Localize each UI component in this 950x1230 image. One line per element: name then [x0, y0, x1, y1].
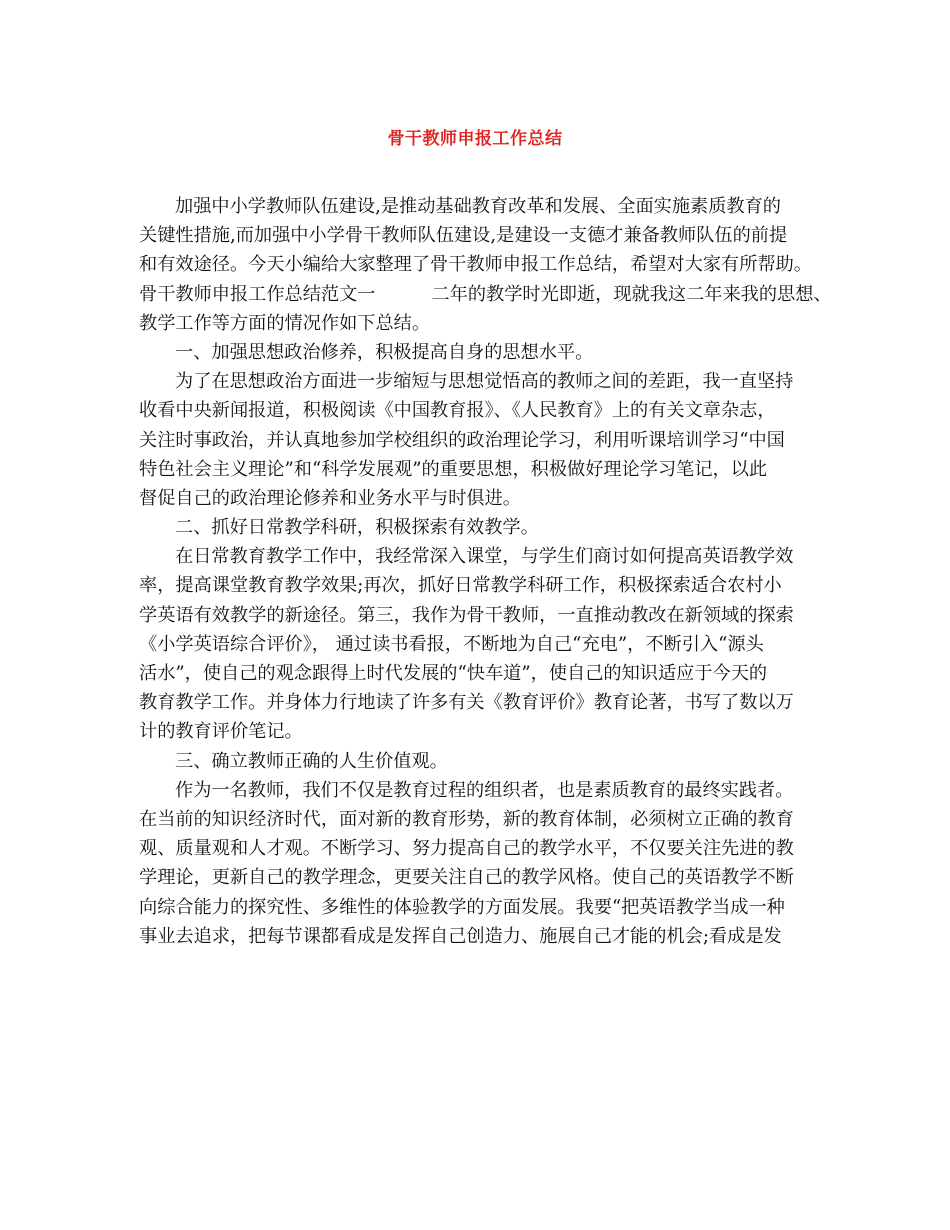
paragraph-line: 教学工作等方面的情况作如下总结。: [139, 312, 431, 334]
paragraph-line: 学理论，更新自己的教学理念，更要关注自己的教学风格。使自己的英语教学不断: [139, 867, 794, 889]
paragraph-line: 关注时事政治，并认真地参加学校组织的政治理论学习，利用听课培训学习“中国: [139, 429, 785, 451]
paragraph-line: 督促自己的政治理论修养和业务水平与时俱进。: [139, 487, 521, 509]
document-body: [139, 192, 832, 951]
paragraph-line: [139, 280, 832, 309]
paragraph-line: 事业去追求，把每节课都看成是发挥自己创造力、施展自己才能的机会;看成是发: [139, 925, 782, 947]
paragraph-line: 作为一名教师，我们不仅是教育过程的组织者，也是素质教育的最终实践者。: [175, 779, 794, 801]
paragraph-line: 率，提高课堂教育教学效果;再次，抓好日常教学科研工作，积极探索适合农村小: [139, 575, 782, 597]
paragraph-line: 《小学英语综合评价》， 通过读书看报，不断地为自己“充电”，不断引入“源头: [139, 633, 764, 655]
paragraph-line: 教育教学工作。并身体力行地读了许多有关《教育评价》教育论著，书写了数以万: [139, 692, 794, 714]
paragraph-line: 学英语有效教学的新途径。第三，我作为骨干教师，一直推动教改在新领域的探索: [139, 604, 794, 626]
paragraph-line: 在日常教育教学工作中，我经常深入课堂，与学生们商讨如何提高英语教学效: [175, 546, 794, 568]
paragraph-line: 观、质量观和人才观。不断学习、努力提高自己的教学水平，不仅要关注先进的教: [139, 838, 794, 860]
paragraph-line: 在当前的知识经济时代，面对新的教育形势，新的教育体制，必须树立正确的教育: [139, 808, 794, 830]
paragraph-line: 特色社会主义理论”和“科学发展观”的重要思想，积极做好理论学习笔记，以此: [139, 458, 768, 480]
section-heading-sample-one: 骨干教师申报工作总结范文一: [139, 283, 376, 305]
paragraph-line: 向综合能力的探究性、多维性的体验教学的方面发展。我要“把英语教学当成一种: [139, 896, 785, 918]
paragraph-line: 为了在思想政治方面进一步缩短与思想觉悟高的教师之间的差距，我一直坚持: [175, 371, 794, 393]
paragraph-line: 活水”，使自己的观念跟得上时代发展的“快车道”，使自己的知识适应于今天的: [139, 663, 768, 684]
section-heading: 三、确立教师正确的人生价值观。: [175, 750, 448, 772]
paragraph-line: 计的教育评价笔记。: [139, 721, 303, 743]
paragraph-line: 加强中小学教师队伍建设,是推动基础教育改革和发展、全面实施素质教育的: [175, 196, 781, 217]
paragraph-line: 关键性措施,而加强中小学骨干教师队伍建设,是建设一支德才兼备教师队伍的前提: [139, 225, 788, 247]
section-heading: 一、加强思想政治修养，积极提高自身的思想水平。: [175, 341, 594, 363]
paragraph-line-fragment: 二年的教学时光即逝，现就我这二年来我的思想、: [431, 283, 832, 305]
paragraph-line: 和有效途径。今天小编给大家整理了骨干教师申报工作总结，希望对大家有所帮助。: [139, 254, 812, 276]
section-heading: 二、抓好日常教学科研，积极探索有效教学。: [175, 517, 539, 539]
paragraph-line: 收看中央新闻报道，积极阅读《中国教育报》、《人民教育》上的有关文章杂志，: [139, 400, 776, 422]
document-title: 骨干教师申报工作总结: [387, 129, 563, 149]
